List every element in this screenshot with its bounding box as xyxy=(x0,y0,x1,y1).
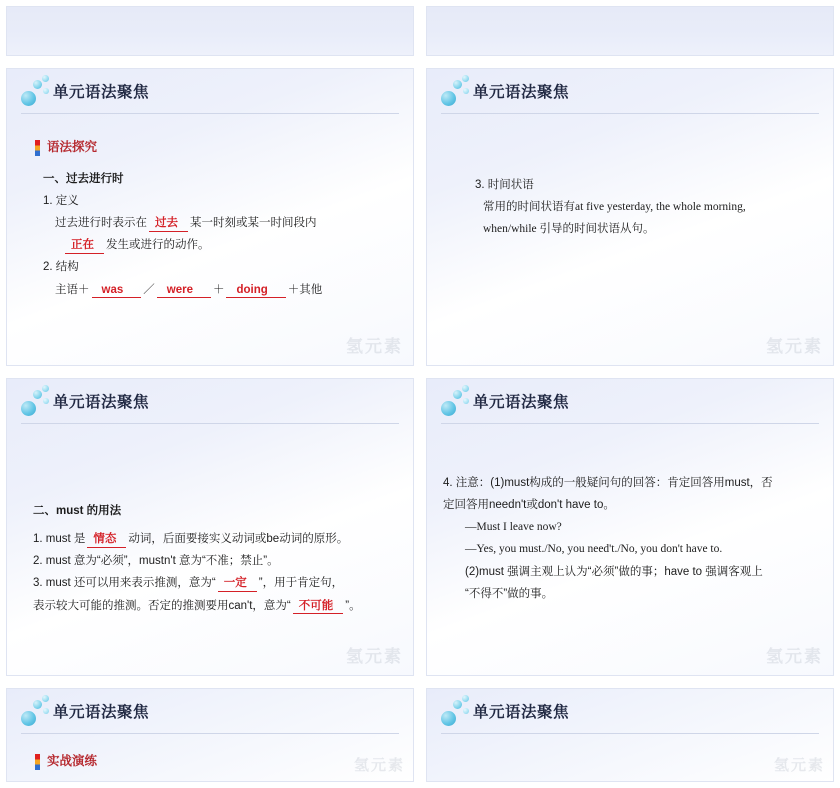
text-line: 1. 定义 xyxy=(43,195,79,207)
slide-thumbnail-time-adverbial[interactable] xyxy=(420,62,840,372)
slide-thumbnail[interactable] xyxy=(0,0,420,62)
text-line-with-blank xyxy=(33,573,391,593)
tricolor-bar-icon xyxy=(35,754,40,770)
slide-canvas xyxy=(6,6,414,56)
slide-title: 单元语法聚焦 xyxy=(473,704,570,721)
text-segment: 主语＋ xyxy=(55,283,90,296)
slide-header xyxy=(427,689,833,733)
section-tag-label: 语法探究 xyxy=(47,140,98,154)
section-tag xyxy=(35,751,391,773)
text-segment: ”，用于肯定句， xyxy=(258,577,344,590)
slide-thumbnail-must-notes[interactable] xyxy=(420,372,840,682)
slide-title: 单元语法聚焦 xyxy=(53,394,150,411)
text-line: 2. must 意为“必须”，mustn't 意为“不准；禁止”。 xyxy=(33,555,279,568)
slide-title: 单元语法聚焦 xyxy=(53,704,150,721)
header-divider xyxy=(441,733,819,734)
blank-progressive: 正在 xyxy=(65,238,104,253)
text-line: —Yes, you must./No, you need't./No, you don't have to. xyxy=(465,543,723,556)
text-segment: 某一时刻或某一时间段内 xyxy=(190,217,317,230)
slide-canvas xyxy=(426,378,834,676)
blank-modal: 情态 xyxy=(87,532,126,547)
slide-thumbnail-must-usage[interactable] xyxy=(0,372,420,682)
header-divider xyxy=(21,423,399,424)
text-line: 定回答用needn't或don't have to。 xyxy=(443,499,615,512)
blank-doing: doing xyxy=(226,283,285,298)
text-line-with-blank xyxy=(63,235,391,255)
text-line: “不得不”做的事。 xyxy=(465,587,554,600)
text-line: 4. 注意：(1)must构成的一般疑问句的回答：肯定回答用must，否 xyxy=(443,477,773,489)
section-tag-label: 实战演练 xyxy=(47,754,98,768)
text-segment: 表示较大可能的推测。否定的推测要用can't，意为“ xyxy=(33,599,291,612)
header-divider xyxy=(21,733,399,734)
slide-thumbnail-grammar-explore[interactable] xyxy=(0,62,420,372)
slide-thumbnail[interactable] xyxy=(420,0,840,62)
section-tag xyxy=(35,137,391,159)
text-line-with-blank xyxy=(33,529,391,549)
molecule-icon xyxy=(439,695,473,729)
text-line: 一、过去进行时 xyxy=(43,172,124,185)
text-line: —Must I leave now? xyxy=(465,521,562,534)
text-line: when/while 引导的时间状语从句。 xyxy=(483,223,655,236)
text-line-with-blank xyxy=(55,213,391,233)
text-segment: ＋ xyxy=(212,283,225,296)
watermark: 氢元素 xyxy=(353,757,405,774)
slide-canvas xyxy=(426,6,834,56)
slide-thumbnail-practice[interactable] xyxy=(0,682,420,788)
slide-canvas xyxy=(6,68,414,366)
slide-canvas xyxy=(426,68,834,366)
tricolor-bar-icon xyxy=(35,140,40,156)
blank-was: was xyxy=(92,283,142,298)
slide-header xyxy=(7,69,413,113)
blank-were: were xyxy=(157,283,211,298)
header-divider xyxy=(441,423,819,424)
slide-header xyxy=(427,69,833,113)
slide-body xyxy=(7,733,413,773)
blank-certain: 一定 xyxy=(218,576,257,591)
blank-past: 过去 xyxy=(149,216,188,231)
molecule-icon xyxy=(19,75,53,109)
slide-title: 单元语法聚焦 xyxy=(53,84,150,101)
text-segment: 1. must 是 xyxy=(33,533,86,546)
slide-body xyxy=(427,113,833,239)
slide-title: 单元语法聚焦 xyxy=(473,394,570,411)
text-segment: 过去进行时表示在 xyxy=(55,217,147,230)
molecule-icon xyxy=(19,385,53,419)
header-divider xyxy=(441,113,819,114)
watermark: 氢元素 xyxy=(346,337,403,356)
text-segment: 3. must 还可以用来表示推测，意为“ xyxy=(33,577,216,590)
slide-header xyxy=(7,689,413,733)
text-segment: ＋其他 xyxy=(287,283,323,296)
watermark: 氢元素 xyxy=(766,647,823,666)
molecule-icon xyxy=(19,695,53,729)
watermark: 氢元素 xyxy=(766,337,823,356)
slide-body xyxy=(427,423,833,604)
molecule-icon xyxy=(439,385,473,419)
slide-body xyxy=(7,113,413,300)
watermark: 氢元素 xyxy=(773,757,825,774)
slide-canvas xyxy=(426,688,834,782)
slide-canvas xyxy=(6,688,414,782)
text-line: 常用的时间状语有at five yesterday, the whole morning, xyxy=(483,201,746,214)
text-segment: 动词，后面要接实义动词或be动词的原形。 xyxy=(128,533,349,546)
watermark: 氢元素 xyxy=(346,647,403,666)
text-segment: ”。 xyxy=(345,599,361,612)
slide-title: 单元语法聚焦 xyxy=(473,84,570,101)
blank-impossible: 不可能 xyxy=(293,599,344,614)
structure-line xyxy=(55,280,391,300)
header-divider xyxy=(21,113,399,114)
text-line-with-blank xyxy=(33,596,391,616)
text-line: (2)must 强调主观上认为“必须”做的事；have to 强调客观上 xyxy=(465,565,763,578)
text-line: 2. 结构 xyxy=(43,261,79,274)
text-segment: 发生或进行的动作。 xyxy=(106,239,210,252)
text-line: 二、must 的用法 xyxy=(33,505,122,517)
slide-thumbnail-practice-right[interactable] xyxy=(420,682,840,788)
slide-canvas xyxy=(6,378,414,676)
molecule-icon xyxy=(439,75,473,109)
slide-body xyxy=(7,423,413,616)
text-segment: ／ xyxy=(143,283,155,296)
slide-header xyxy=(7,379,413,423)
text-line: 3. 时间状语 xyxy=(475,179,534,191)
slide-header xyxy=(427,379,833,423)
